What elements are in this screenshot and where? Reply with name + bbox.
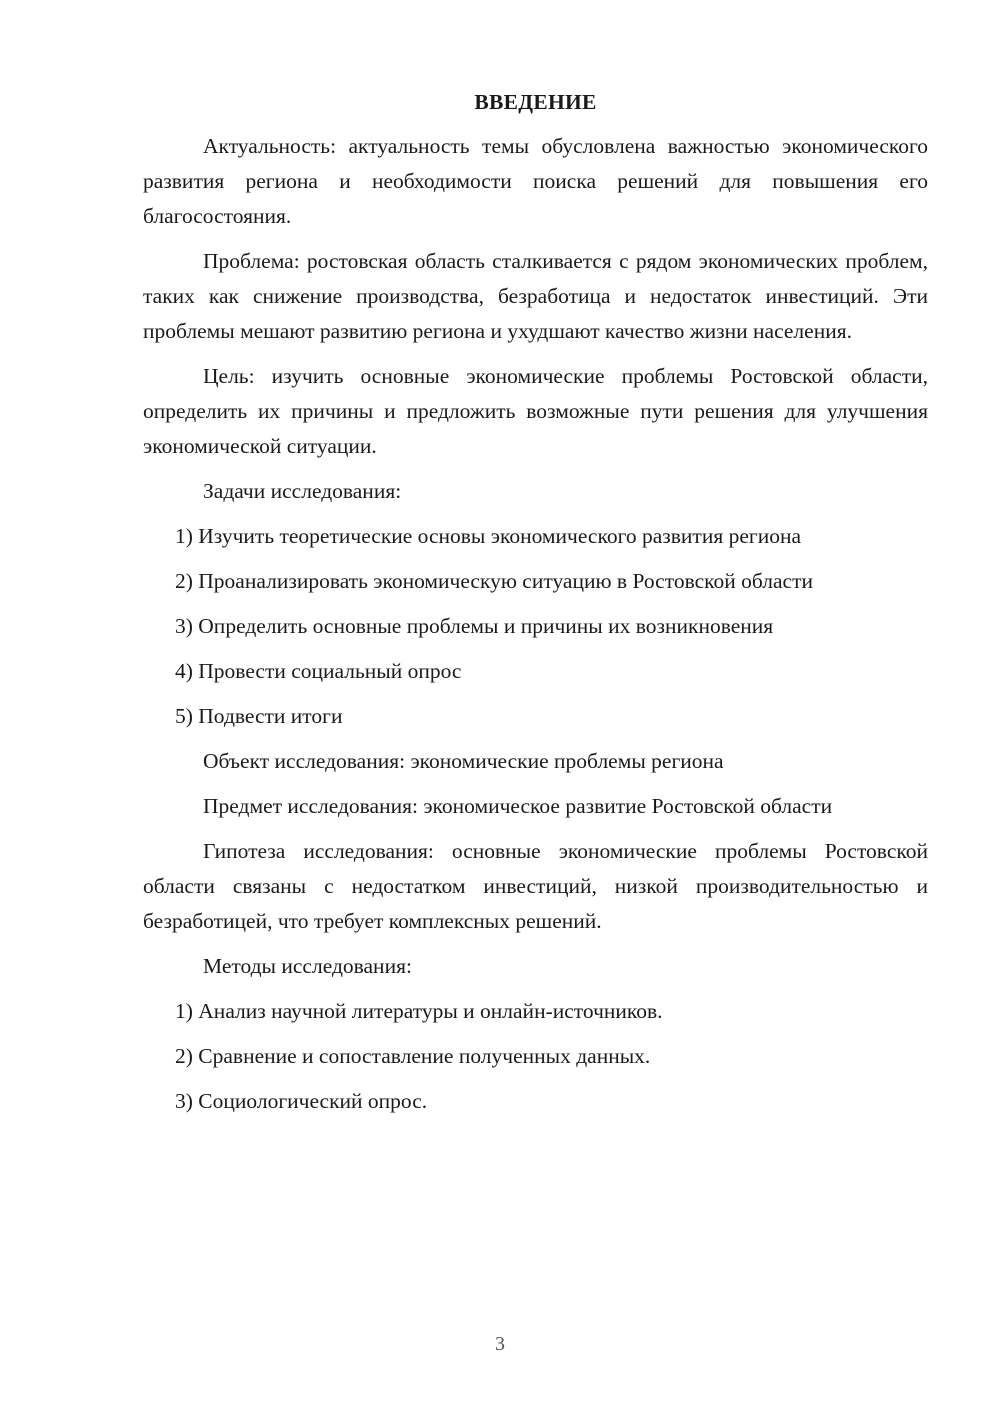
object-line: Объект исследования: экономические проблемы региона [203,749,724,773]
list-item: 2) Сравнение и сопоставление полученных данных. [175,1044,651,1068]
list-item: 1) Анализ научной литературы и онлайн-источников. [175,999,663,1023]
section-title: ВВЕДЕНИЕ [474,90,597,114]
problem-paragraph: Проблема: ростовская область сталкивается с рядом экономических проблем, таких как снижение производства, безработица и недостаток инвестиций. Эти проблемы мешают развитию региона и ухудшают качество жизни населения. [143,249,928,343]
list-item: 3) Определить основные проблемы и причины их возникновения [175,614,774,638]
list-item: 2) Проанализировать экономическую ситуацию в Ростовской области [175,569,813,593]
list-item: 1) Изучить теоретические основы экономического развития региона [175,524,801,548]
hypothesis-paragraph: Гипотеза исследования: основные экономические проблемы Ростовской области связаны с недостатком инвестиций, низкой производительностью и безработицей, что требует комплексных решений. [143,839,928,933]
tasks-list [143,519,928,734]
list-item: 4) Провести социальный опрос [175,659,462,683]
list-item: 5) Подвести итоги [175,704,343,728]
page-number: 3 [495,1333,505,1355]
methods-heading: Методы исследования: [203,954,412,978]
relevance-paragraph: Актуальность: актуальность темы обусловлена важностью экономического развития региона и необходимости поиска решений для повышения его благосостояния. [143,134,928,228]
subject-paragraph: Предмет исследования: экономическое развитие Ростовской области [203,794,833,818]
methods-list [143,994,928,1119]
list-item: 3) Социологический опрос. [175,1089,428,1113]
goal-paragraph: Цель: изучить основные экономические проблемы Ростовской области, определить их причины и предложить возможные пути решения для улучшения экономической ситуации. [143,364,928,458]
tasks-heading: Задачи исследования: [203,479,402,503]
document-page [143,90,928,1129]
